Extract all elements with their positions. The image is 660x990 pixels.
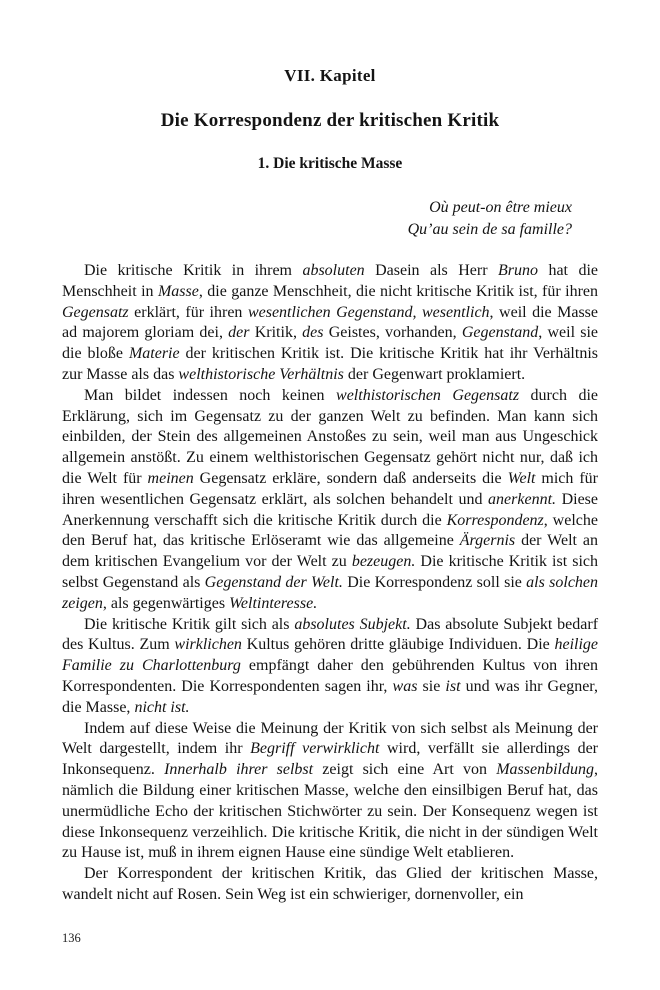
text-run: durch die Erklärung, sich im Gegensatz zu der ganzen Welt zu befinden. Man kann sich einbilden, der Stein des allgemeinen Anstoßes zu sein, weil man aus Ungeschick allgemein anstößt. Zu einem welthistorischen Gegensatz gehört nicht nur, daß ich die Welt für <box>62 386 598 487</box>
epigraph-line: Où peut-on être mieux <box>429 199 572 216</box>
italic-run: Gegensatz <box>62 303 129 321</box>
text-run: Man bildet indessen noch keinen <box>84 386 337 404</box>
italic-run: der <box>228 324 250 342</box>
italic-run: ist <box>445 677 461 695</box>
text-run: Gegensatz erkläre, sondern daß anderseits die <box>193 469 508 487</box>
italic-run: als solchen zeigen <box>62 573 599 612</box>
epigraph-line: Qu’au sein de sa famille? <box>407 220 572 238</box>
paragraph <box>62 864 598 906</box>
italic-run: Korrespondenz <box>446 511 544 529</box>
italic-run: Massenbildung <box>496 761 594 779</box>
italic-run: Gegenstand <box>461 324 539 342</box>
italic-run: wesentlichen Gegenstand, wesentlich <box>247 303 490 321</box>
text-run: Der Korrespondent der kritischen Kritik, das Glied der kritischen Masse, wandelt nicht auf Rosen. Sein Weg ist ein schwieriger, dornenvoller, ein <box>62 865 598 903</box>
text-run: erklärt, für ihren <box>128 303 248 321</box>
text-run: Indem auf diese Weise die Meinung der Kritik von sich selbst als Meinung der Welt dargestellt, indem ihr <box>62 719 598 758</box>
text-run: Die kritische Kritik ist sich selbst Gegenstand als <box>62 553 598 591</box>
text-run: wird, verfällt sie allerdings der Inkonsequenz. <box>62 740 599 779</box>
page-content <box>62 66 598 906</box>
italic-run: welthistorischen Gegensatz <box>336 386 520 404</box>
text-run: Kultus gehören dritte gläubige Individuen. Die <box>241 636 555 654</box>
italic-run: des <box>302 324 324 342</box>
italic-run: anerkennt. <box>488 490 557 508</box>
text-run: sie <box>417 677 446 695</box>
text-run: Geistes, vorhanden, <box>323 324 462 342</box>
italic-run: Innerhalb ihrer selbst <box>164 761 314 779</box>
italic-run: Gegenstand der Welt. <box>204 573 343 591</box>
italic-run: welthistorische Verhältnis <box>178 365 344 383</box>
italic-run: Begriff verwirklicht <box>250 740 380 758</box>
italic-run: Welt <box>507 469 536 487</box>
epigraph <box>62 197 598 240</box>
text-run: , welche den Beruf hat, das kritische Erlöseramt wie das allgemeine <box>62 511 598 550</box>
italic-run: Weltinteresse. <box>229 594 318 612</box>
text-run: und was ihr Gegner, die Masse, <box>62 677 598 716</box>
italic-run: Materie <box>128 345 180 363</box>
text-run: Diese Anerkennung verschafft sich die kritische Kritik durch die <box>62 490 598 529</box>
text-run: empfängt daher den gebührenden Kultus von ihren Korrespondenten. Die Korrespondenten sagen ihr, <box>62 657 598 695</box>
paragraph <box>62 615 598 719</box>
text-run: , nämlich die Bildung einer kritischen Masse, welche den einsilbigen Beruf hat, das unermüdliche Echo der kritischen Stichwörter zu sein. Der Konsequenz wegen ist diese Inkonsequenz verzeihlich. Die kritische Kritik, die nicht in der sündigen Welt zu Hause ist, muß in ihrem eignen Hause eine sündige Welt etablieren. <box>62 761 598 862</box>
paragraph <box>62 261 598 386</box>
text-run: Dasein als Herr <box>364 262 498 279</box>
text-run: , weil sie die bloße <box>62 324 599 363</box>
text-run: Kritik, <box>249 324 303 342</box>
italic-run: Ärgernis <box>459 532 516 550</box>
page-number: 136 <box>62 931 81 945</box>
text-run: , als gegenwärtiges <box>102 594 230 612</box>
text-run: zeigt sich eine Art von <box>313 761 497 779</box>
italic-run: absoluten <box>302 262 365 279</box>
italic-run: nicht ist. <box>134 698 190 716</box>
text-run: Die kritische Kritik gilt sich als <box>84 615 295 633</box>
italic-run: wirklichen <box>174 636 242 654</box>
text-run: der Gegenwart proklamiert. <box>343 365 526 383</box>
italic-run: heilige Familie zu Charlottenburg <box>62 636 599 675</box>
text-run: hat die Menschheit in <box>62 262 598 300</box>
italic-run: Masse <box>157 282 199 300</box>
italic-run: Bruno <box>498 262 538 279</box>
italic-run: meinen <box>147 469 194 487</box>
text-run: , weil die Masse ad majorem gloriam dei, <box>62 303 599 342</box>
section-heading: 1. Die kritische Masse <box>257 155 403 172</box>
italic-run: was <box>392 677 418 695</box>
italic-run: absolutes Subjekt. <box>294 615 411 633</box>
body-text <box>62 261 598 906</box>
text-run: der kritischen Kritik ist. Die kritische Kritik hat ihr Verhältnis zur Masse als das <box>62 345 598 383</box>
text-run: , die ganze Menschheit, die nicht kritische Kritik ist, für ihren <box>198 282 599 300</box>
chapter-heading: VII. Kapitel <box>284 66 376 85</box>
text-run: Das absolute Subjekt bedarf des Kultus. Zum <box>62 615 599 654</box>
text-run: mich für ihren wesentlichen Gegensatz erklärt, als solchen behandelt und <box>62 469 598 508</box>
text-run: Die kritische Kritik in ihrem <box>84 262 303 279</box>
paragraph <box>62 719 598 865</box>
text-run: Die Korrespondenz soll sie <box>342 573 527 591</box>
page-title: Die Korrespondenz der kritischen Kritik <box>160 110 500 131</box>
text-run: der Welt an dem kritischen Evangelium vor der Welt zu <box>62 532 599 571</box>
paragraph <box>62 386 598 615</box>
italic-run: bezeugen. <box>351 553 416 571</box>
